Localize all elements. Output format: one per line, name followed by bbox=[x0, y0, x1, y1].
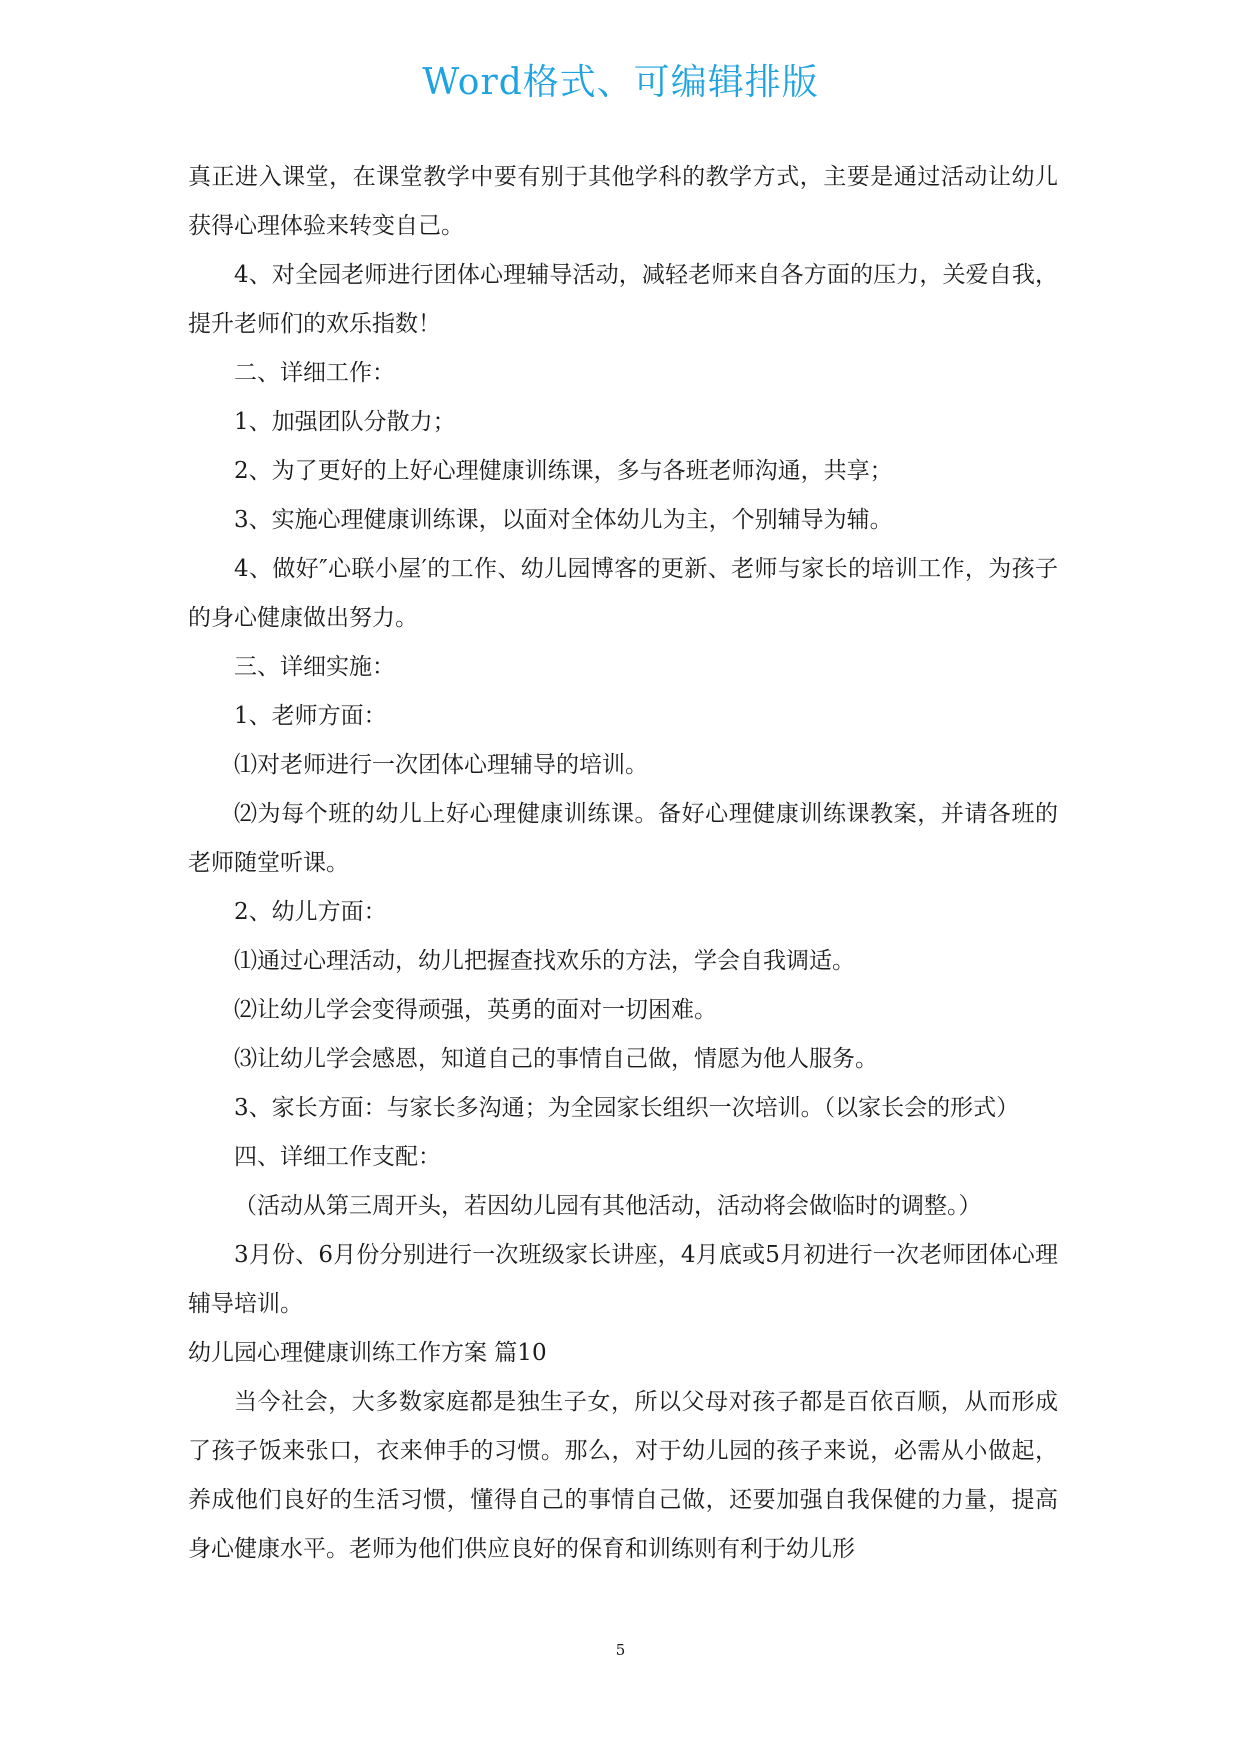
list-item: ⑵为每个班的幼儿上好心理健康训练课。备好心理健康训练课教案，并请各班的老师随堂听课。 bbox=[188, 801, 1058, 876]
list-item: 1、老师方面： bbox=[234, 703, 387, 729]
paragraph: 3月份、6月份分别进行一次班级家长讲座，4月底或5月初进行一次老师团体心理辅导培训。 bbox=[188, 1242, 1058, 1317]
list-item: 3、家长方面：与家长多沟通；为全园家长组织一次培训。（以家长会的形式） bbox=[234, 1095, 1020, 1121]
list-item: ⑶让幼儿学会感恩，知道自己的事情自己做，情愿为他人服务。 bbox=[234, 1046, 878, 1072]
article-title: 幼儿园心理健康训练工作方案 篇10 bbox=[188, 1340, 547, 1366]
paragraph: 当今社会，大多数家庭都是独生子女，所以父母对孩子都是百依百顺，从而形成了孩子饭来张口，衣来伸手的习惯。那么，对于幼儿园的孩子来说，必需从小做起，养成他们良好的生活习惯，懂得自己的事情自己做，还要加强自我保健的力量，提高身心健康水平。老师为他们供应良好的保育和训练则有利于幼儿形 bbox=[188, 1389, 1058, 1562]
list-item: 1、加强团队分散力； bbox=[234, 409, 456, 435]
list-item: ⑵让幼儿学会变得顽强，英勇的面对一切困难。 bbox=[234, 997, 717, 1023]
list-item: ⑴通过心理活动，幼儿把握查找欢乐的方法，学会自我调适。 bbox=[234, 948, 855, 974]
section-heading: 三、详细实施： bbox=[234, 654, 395, 680]
paragraph: （活动从第三周开头，若因幼儿园有其他活动，活动将会做临时的调整。） bbox=[234, 1193, 982, 1219]
paragraph: 真正进入课堂，在课堂教学中要有别于其他学科的教学方式，主要是通过活动让幼儿获得心理体验来转变自己。 bbox=[188, 164, 1058, 239]
section-heading: 二、详细工作： bbox=[234, 360, 395, 386]
paragraph: 4、对全园老师进行团体心理辅导活动，减轻老师来自各方面的压力，关爱自我，提升老师们的欢乐指数！ bbox=[188, 262, 1058, 337]
list-item: 2、为了更好的上好心理健康训练课，多与各班老师沟通，共享； bbox=[234, 458, 893, 484]
page-header-title: Word格式、可编辑排版 bbox=[422, 62, 819, 103]
section-heading: 四、详细工作支配： bbox=[234, 1144, 441, 1170]
document-body bbox=[188, 153, 1058, 1574]
list-item: 3、实施心理健康训练课，以面对全体幼儿为主，个别辅导为辅。 bbox=[234, 507, 893, 533]
list-item: 4、做好″心联小屋′的工作、幼儿园博客的更新、老师与家长的培训工作，为孩子的身心健康做出努力。 bbox=[188, 556, 1058, 631]
list-item: ⑴对老师进行一次团体心理辅导的培训。 bbox=[234, 752, 648, 778]
list-item: 2、幼儿方面： bbox=[234, 899, 387, 925]
page-number: 5 bbox=[615, 1641, 626, 1659]
